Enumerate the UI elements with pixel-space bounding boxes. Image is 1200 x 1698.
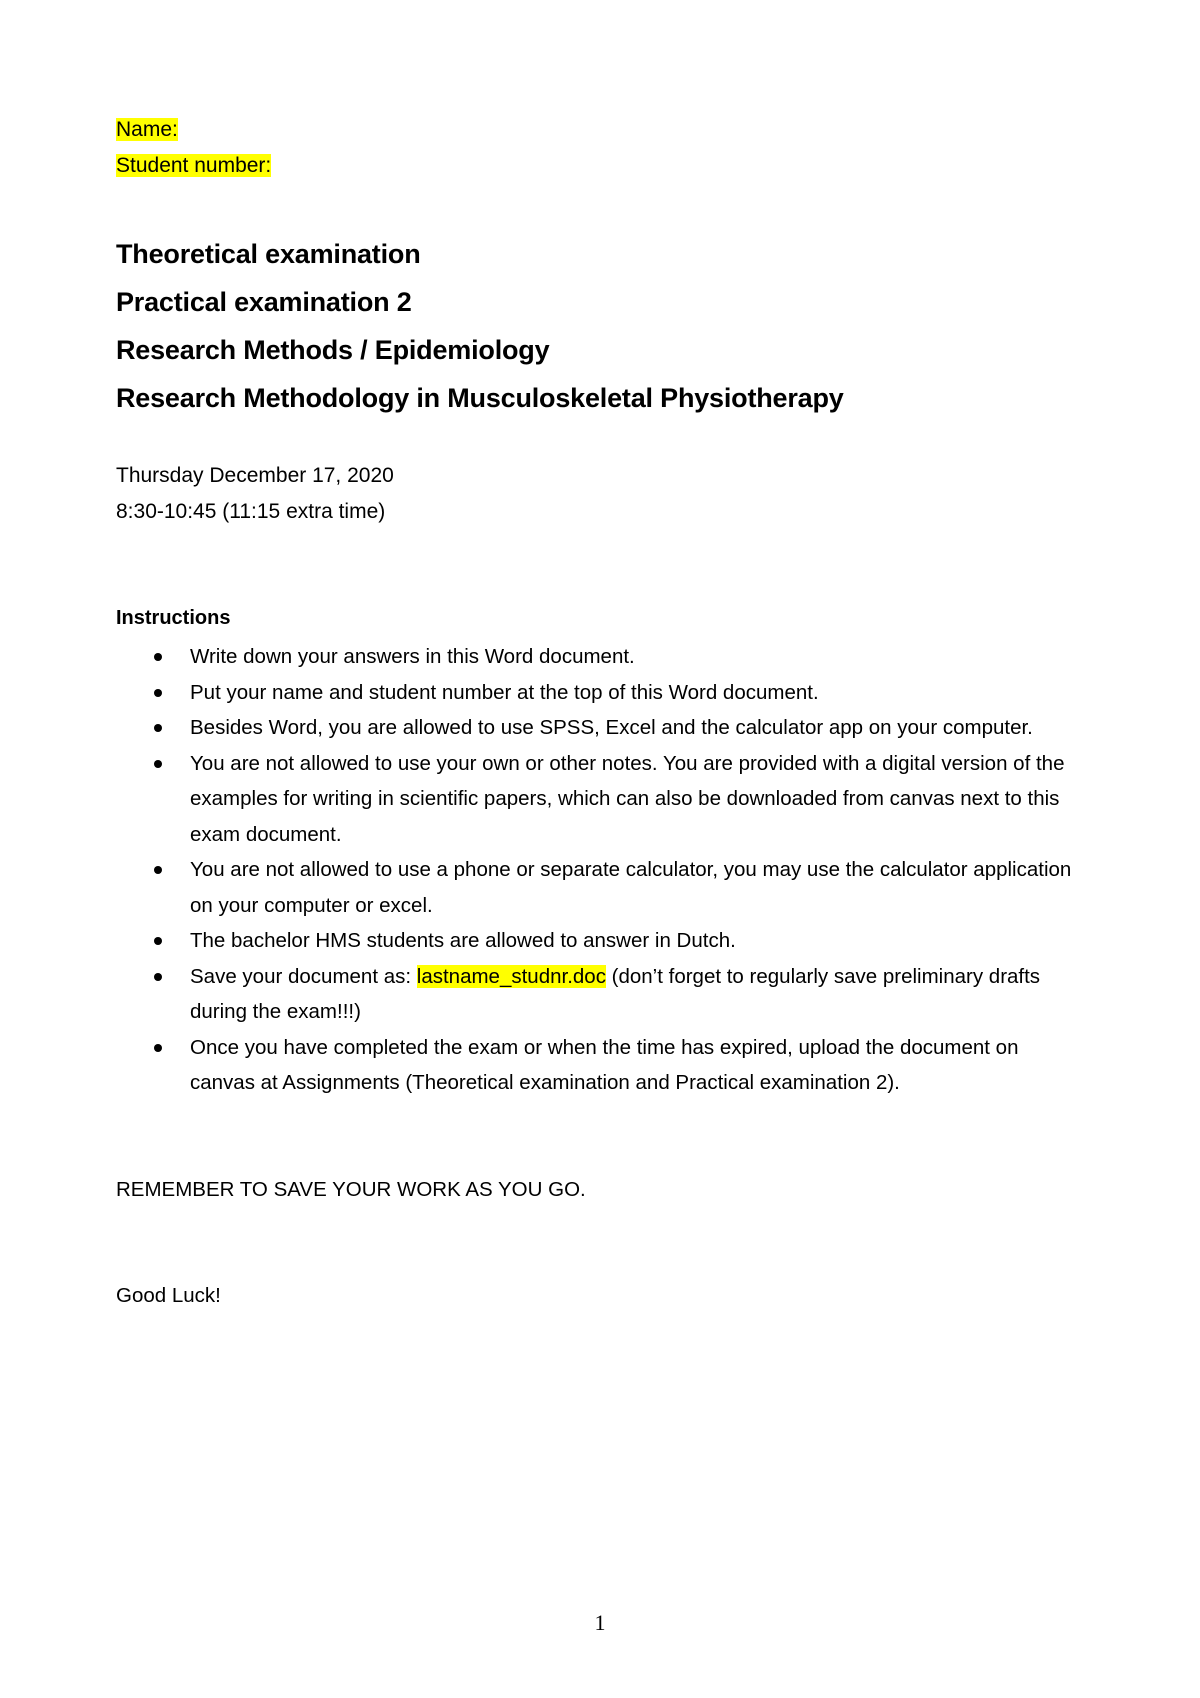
title-course-research-methodology: Research Methodology in Musculoskeletal Physiotherapy — [116, 383, 844, 413]
bullet-icon — [154, 1044, 162, 1052]
name-field — [116, 117, 178, 143]
instruction-item — [116, 710, 1086, 746]
save-as-prefix: Save your document as: — [190, 964, 417, 988]
bullet-icon — [154, 937, 162, 945]
title-theoretical-examination: Theoretical examination — [116, 239, 421, 269]
instruction-text: Besides Word, you are allowed to use SPSS, Excel and the calculator app on your computer. — [190, 716, 1033, 739]
exam-date: Thursday December 17, 2020 — [116, 464, 394, 487]
instruction-item-save-as — [116, 959, 1086, 1030]
instruction-text: Write down your answers in this Word document. — [190, 645, 635, 668]
name-label: Name: — [116, 118, 178, 141]
remember-notice: REMEMBER TO SAVE YOUR WORK AS YOU GO. — [116, 1178, 586, 1201]
bullet-icon — [154, 973, 162, 981]
instruction-item — [116, 639, 1086, 675]
bullet-icon — [154, 653, 162, 661]
bullet-icon — [154, 724, 162, 732]
instruction-text: Once you have completed the exam or when the time has expired, upload the document on canvas at Assignments (Theoretical examination and Practical examination 2). — [190, 1035, 1019, 1094]
instructions-list — [116, 639, 1086, 1101]
page-number: 1 — [594, 1610, 606, 1635]
bullet-icon — [154, 866, 162, 874]
closing-text: Good Luck! — [116, 1284, 221, 1307]
save-as-suffix: (don’t forget to regularly save preliminary drafts during the exam!!!) — [190, 964, 1041, 1023]
title-practical-examination: Practical examination 2 — [116, 287, 412, 317]
bullet-icon — [154, 689, 162, 697]
student-number-label: Student number: — [116, 154, 272, 177]
instruction-item — [116, 675, 1086, 711]
title-course-research-methods: Research Methods / Epidemiology — [116, 335, 550, 365]
instruction-text: The bachelor HMS students are allowed to answer in Dutch. — [190, 929, 736, 952]
instruction-text: Put your name and student number at the top of this Word document. — [190, 680, 819, 704]
student-number-field — [116, 153, 271, 179]
instruction-text: You are not allowed to use your own or other notes. You are provided with a digital version of the examples for writing in scientific papers, which can also be downloaded from canvas next to this exam document. — [190, 751, 1065, 846]
instruction-item — [116, 1030, 1086, 1101]
filename-highlight: lastname_studnr.doc — [416, 964, 606, 988]
instruction-item — [116, 852, 1086, 923]
instruction-item — [116, 746, 1086, 853]
instructions-heading: Instructions — [116, 607, 231, 629]
exam-time: 8:30-10:45 (11:15 extra time) — [116, 500, 386, 523]
instruction-item — [116, 923, 1086, 959]
instruction-text: You are not allowed to use a phone or separate calculator, you may use the calculator application on your computer or excel. — [190, 858, 1072, 917]
bullet-icon — [154, 760, 162, 768]
